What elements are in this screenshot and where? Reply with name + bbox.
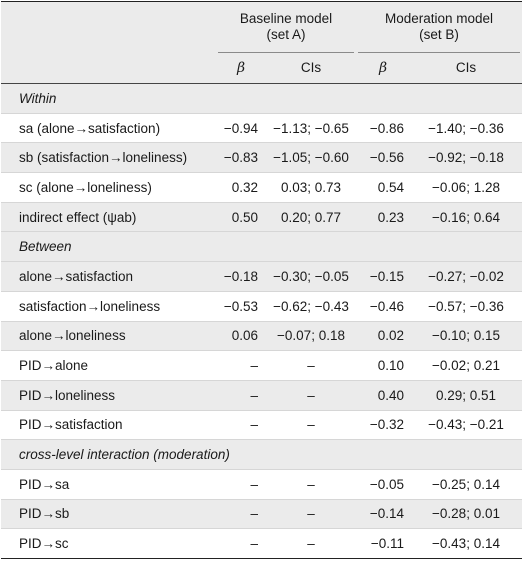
baseline-beta-value: – (216, 351, 266, 381)
moderation-beta-value: −0.14 (356, 499, 410, 529)
section-label: Between (1, 232, 522, 262)
moderation-beta-value: 0.23 (356, 202, 410, 232)
table-row (1, 410, 522, 440)
section-row (1, 440, 522, 470)
header-group-row (1, 2, 522, 53)
moderation-ci-value: −0.27; −0.02 (410, 262, 522, 292)
moderation-ci-value: −0.06; 1.28 (410, 173, 522, 203)
section-label: Within (1, 84, 522, 114)
baseline-header-rule (218, 52, 354, 53)
baseline-ci-value: – (266, 410, 356, 440)
baseline-cis-header: CIs (266, 53, 356, 84)
table-row (1, 202, 522, 232)
table-row (1, 262, 522, 292)
header-empty-cell (1, 53, 216, 84)
baseline-beta-value: – (216, 499, 266, 529)
row-label: PID→sa (1, 469, 216, 499)
baseline-beta-value: 0.32 (216, 173, 266, 203)
moderation-beta-value: −0.46 (356, 291, 410, 321)
baseline-beta-value: 0.06 (216, 321, 266, 351)
moderation-ci-value: −0.57; −0.36 (410, 291, 522, 321)
baseline-beta-value: −0.53 (216, 291, 266, 321)
moderation-beta-value: 0.40 (356, 380, 410, 410)
table-row (1, 529, 522, 559)
baseline-ci-value: −0.62; −0.43 (266, 291, 356, 321)
row-label: satisfaction→loneliness (1, 291, 216, 321)
moderation-ci-value: −0.43; 0.14 (410, 529, 522, 559)
baseline-ci-value: – (266, 499, 356, 529)
table-row (1, 351, 522, 381)
moderation-beta-value: 0.02 (356, 321, 410, 351)
moderation-ci-value: −0.43; −0.21 (410, 410, 522, 440)
row-label: PID→loneliness (1, 380, 216, 410)
baseline-ci-value: – (266, 469, 356, 499)
baseline-ci-value: – (266, 351, 356, 381)
moderation-ci-value: −1.40; −0.36 (410, 113, 522, 143)
baseline-ci-value: 0.20; 0.77 (266, 202, 356, 232)
table-row (1, 321, 522, 351)
baseline-ci-value: −0.30; −0.05 (266, 262, 356, 292)
moderation-ci-value: −0.25; 0.14 (410, 469, 522, 499)
moderation-beta-value: 0.54 (356, 173, 410, 203)
moderation-beta-header: β (356, 53, 410, 84)
moderation-beta-value: −0.05 (356, 469, 410, 499)
moderation-beta-value: −0.11 (356, 529, 410, 559)
section-row (1, 232, 522, 262)
baseline-beta-value: 0.50 (216, 202, 266, 232)
table-row (1, 499, 522, 529)
moderation-beta-value: −0.15 (356, 262, 410, 292)
row-label: PID→sb (1, 499, 216, 529)
moderation-beta-value: −0.86 (356, 113, 410, 143)
section-label: cross-level interaction (moderation) (1, 440, 522, 470)
table-row (1, 291, 522, 321)
baseline-beta-value: – (216, 410, 266, 440)
row-label: sa (alone→satisfaction) (1, 113, 216, 143)
row-label: alone→loneliness (1, 321, 216, 351)
moderation-model-title: Moderation model (384, 11, 494, 27)
row-label: sb (satisfaction→loneliness) (1, 143, 216, 173)
row-label: PID→alone (1, 351, 216, 381)
baseline-ci-value: −1.05; −0.60 (266, 143, 356, 173)
baseline-model-set: (set A) (266, 27, 306, 43)
results-table (1, 1, 522, 559)
table-row (1, 173, 522, 203)
baseline-ci-value: −0.07; 0.18 (266, 321, 356, 351)
moderation-ci-value: 0.29; 0.51 (410, 380, 522, 410)
table-row (1, 113, 522, 143)
moderation-ci-value: −0.16; 0.64 (410, 202, 522, 232)
baseline-model-header (216, 2, 356, 53)
moderation-ci-value: −0.02; 0.21 (410, 351, 522, 381)
moderation-model-set: (set B) (419, 27, 459, 43)
header-empty-cell (1, 2, 216, 53)
moderation-ci-value: −0.92; −0.18 (410, 143, 522, 173)
baseline-beta-value: – (216, 469, 266, 499)
table-row (1, 380, 522, 410)
row-label: PID→sc (1, 529, 216, 559)
baseline-ci-value: −1.13; −0.65 (266, 113, 356, 143)
moderation-beta-value: −0.56 (356, 143, 410, 173)
baseline-ci-value: – (266, 529, 356, 559)
row-label: PID→satisfaction (1, 410, 216, 440)
row-label: alone→satisfaction (1, 262, 216, 292)
moderation-model-header (356, 2, 522, 53)
moderation-header-rule (358, 52, 520, 53)
moderation-beta-value: 0.10 (356, 351, 410, 381)
baseline-model-title: Baseline model (239, 11, 333, 27)
moderation-cis-header: CIs (410, 53, 522, 84)
table-row (1, 143, 522, 173)
baseline-beta-value: – (216, 529, 266, 559)
baseline-ci-value: 0.03; 0.73 (266, 173, 356, 203)
baseline-beta-value: −0.83 (216, 143, 266, 173)
baseline-beta-value: −0.18 (216, 262, 266, 292)
section-row (1, 84, 522, 114)
baseline-ci-value: – (266, 380, 356, 410)
baseline-beta-value: – (216, 380, 266, 410)
moderation-ci-value: −0.10; 0.15 (410, 321, 522, 351)
moderation-beta-value: −0.32 (356, 410, 410, 440)
row-label: sc (alone→loneliness) (1, 173, 216, 203)
moderation-ci-value: −0.28; 0.01 (410, 499, 522, 529)
header-column-row (1, 53, 522, 84)
table-row (1, 469, 522, 499)
baseline-beta-header: β (216, 53, 266, 84)
row-label: indirect effect (ψab) (1, 202, 216, 232)
results-table-container (1, 1, 522, 562)
baseline-beta-value: −0.94 (216, 113, 266, 143)
table-header (1, 2, 522, 84)
table-body (1, 84, 522, 559)
